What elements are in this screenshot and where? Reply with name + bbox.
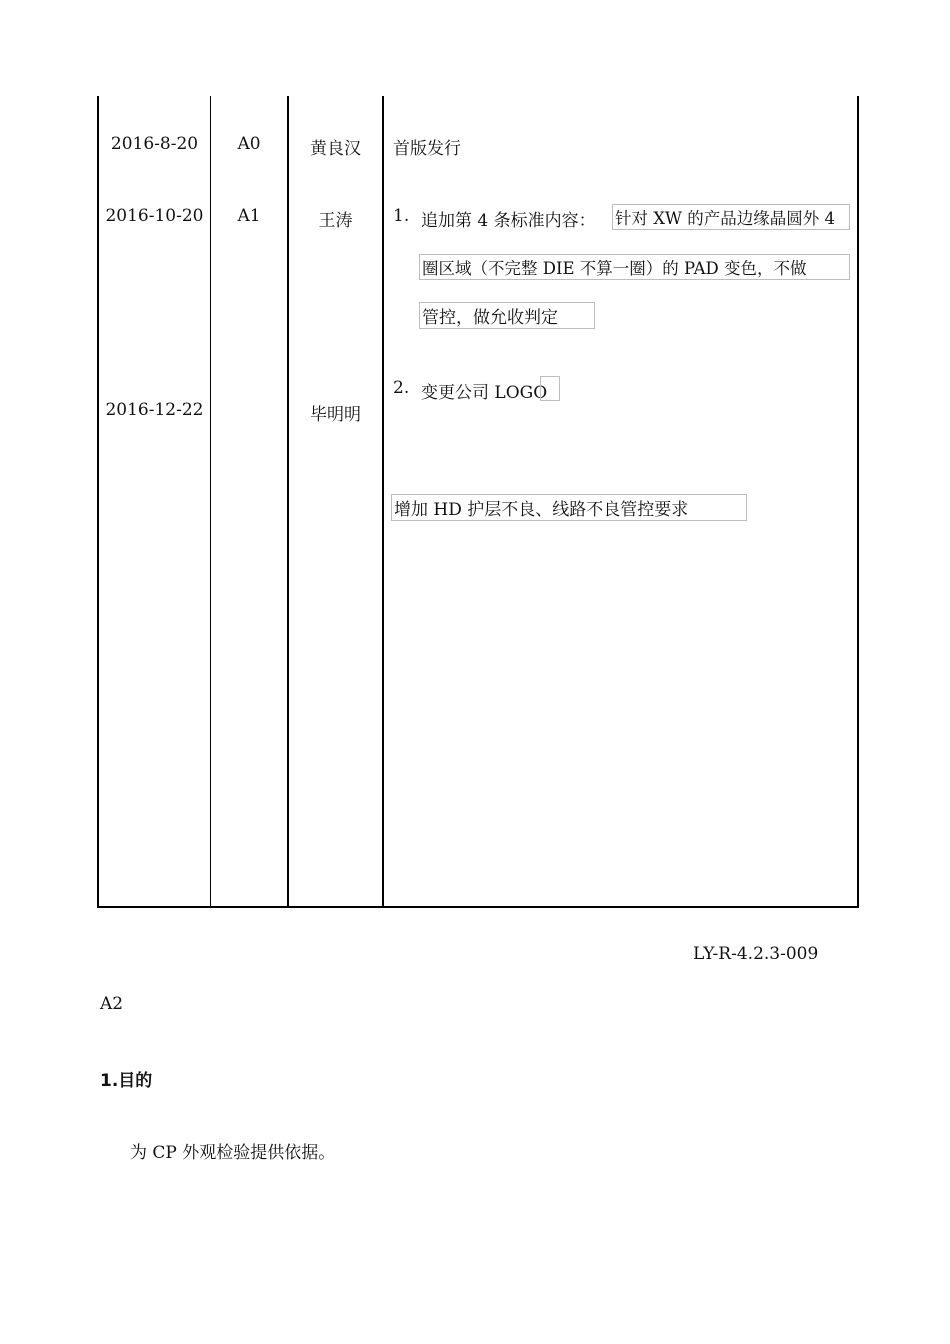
change-item-2-box [540, 376, 560, 401]
revision-date-2: 2016-10-20 [105, 206, 204, 226]
change-item-2-number: 2. [393, 378, 410, 398]
revision-author-3: 毕明明 [310, 405, 361, 425]
revision-author-2: 王涛 [318, 211, 353, 231]
change-item-1-lead: 追加第 4 条标准内容： [421, 211, 596, 231]
change-item-1-line-1: 针对 XW 的产品边缘晶圆外 4 [612, 204, 850, 230]
change-item-2-text: 变更公司 LOGO [421, 383, 548, 403]
revision-version-1: A0 [237, 134, 261, 154]
revision-date-3: 2016-12-22 [105, 400, 204, 420]
change-item-1-number: 1. [393, 206, 410, 226]
table-right-border [857, 96, 859, 908]
document-version: A2 [100, 994, 124, 1014]
revision-date-1: 2016-8-20 [110, 134, 199, 154]
section-1-heading: 1.目的 [100, 1071, 153, 1091]
change-item-3-text: 增加 HD 护层不良、线路不良管控要求 [391, 494, 747, 521]
table-bottom-border [97, 906, 859, 908]
revision-author-1: 黄良汉 [310, 139, 361, 159]
revision-version-2: A1 [237, 206, 261, 226]
change-item-1-line-2: 圈区域（不完整 DIE 不算一圈）的 PAD 变色，不做 [419, 254, 850, 280]
change-item-1-line-3: 管控，做允收判定 [419, 302, 595, 329]
document-code: LY-R-4.2.3-009 [693, 944, 819, 964]
section-1-body: 为 CP 外观检验提供依据。 [130, 1143, 336, 1163]
revision-content-1: 首版发行 [393, 139, 461, 159]
table-divider-3 [382, 96, 384, 908]
